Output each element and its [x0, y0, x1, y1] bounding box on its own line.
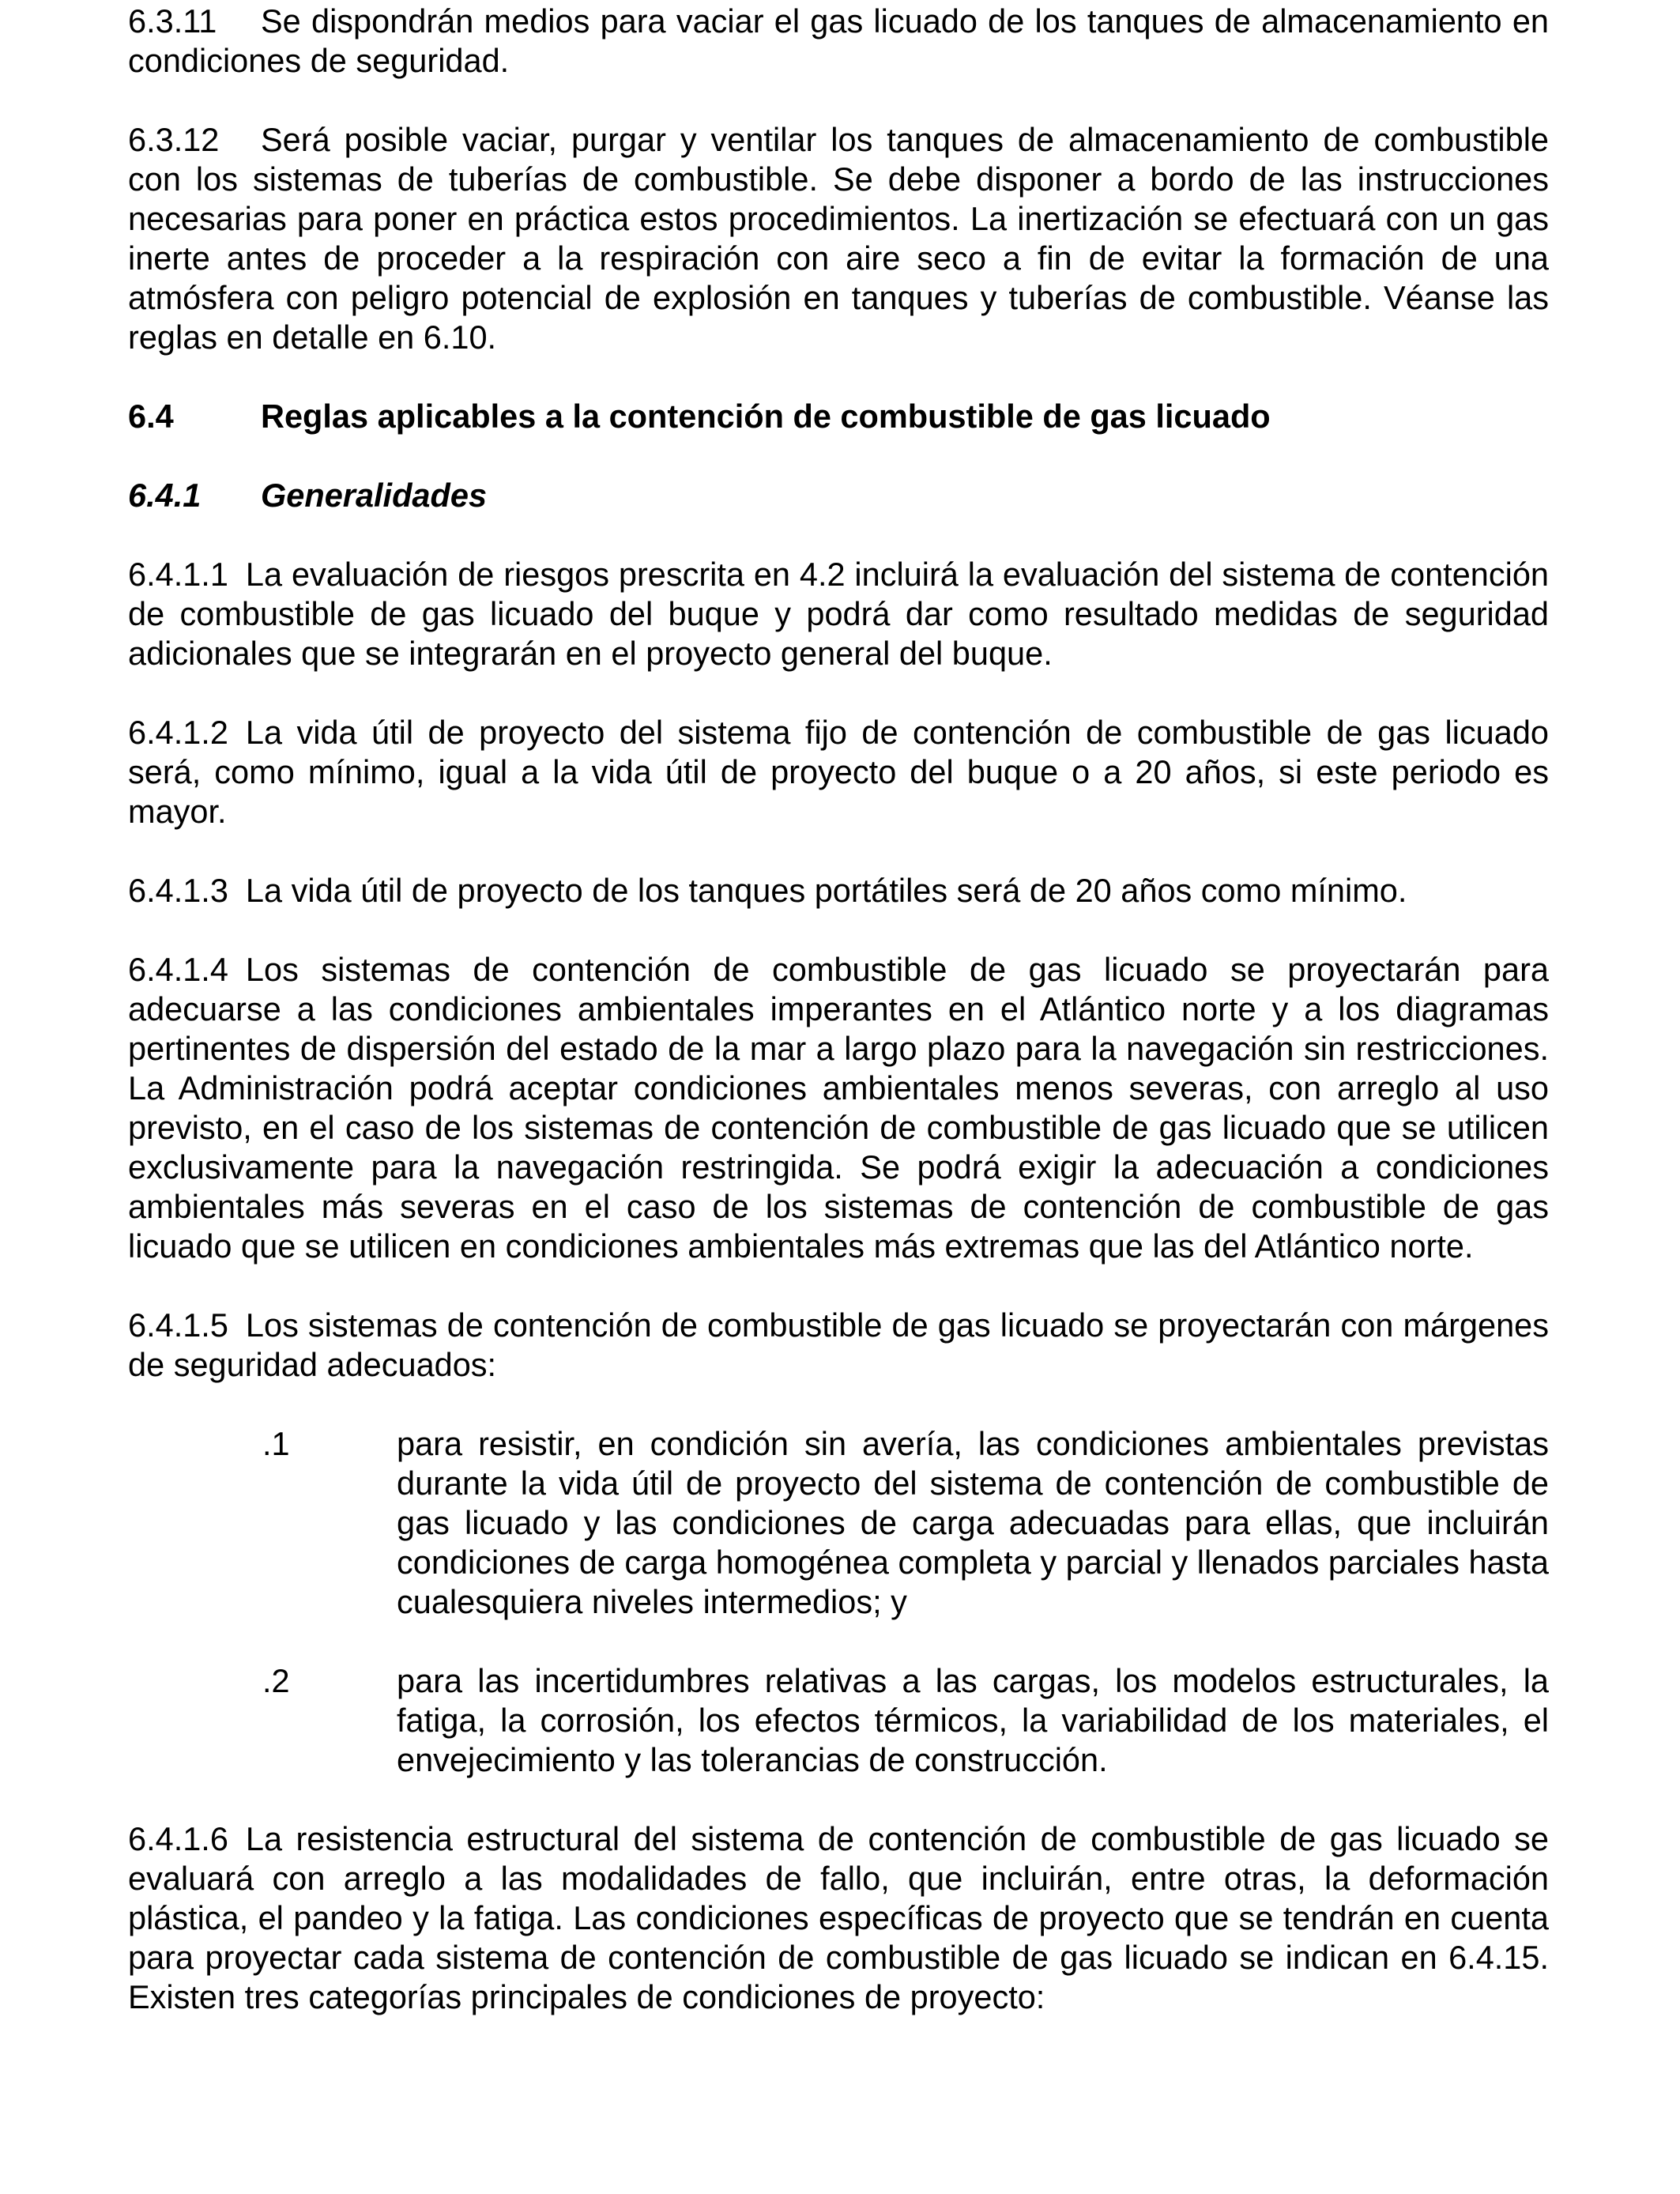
- paragraph-text: La vida útil de proyecto del sistema fijo de contención de combustible de gas licuado será, como mínimo, igual a la vida útil de proyecto del buque o a 20 años, si este periodo es mayor.: [128, 714, 1549, 830]
- paragraph-6-4-1-2: [128, 713, 1549, 831]
- paragraph-6-3-11: [128, 2, 1549, 81]
- section-number: 6.4: [128, 398, 174, 435]
- paragraph-6-4-1-5: [128, 1306, 1549, 1385]
- paragraph-text: Se dispondrán medios para vaciar el gas licuado de los tanques de almacenamiento en condiciones de seguridad.: [128, 2, 1549, 79]
- subsection-number: 6.4.1: [128, 477, 202, 514]
- document-page: [128, 2, 1549, 2056]
- paragraph-text: La evaluación de riesgos prescrita en 4.2 incluirá la evaluación del sistema de contención de combustible de gas licuado del buque y podrá dar como resultado medidas de seguridad adicionales que se integrarán en el proyecto general del buque.: [128, 556, 1549, 672]
- paragraph-6-4-1-4: [128, 950, 1549, 1266]
- subsection-title: Generalidades: [261, 477, 488, 514]
- list-item: [128, 1424, 1549, 1622]
- paragraph-number: 6.4.1.5: [128, 1306, 228, 1344]
- paragraph-6-3-12: [128, 120, 1549, 357]
- paragraph-number: 6.4.1.4: [128, 951, 228, 988]
- paragraph-text: Los sistemas de contención de combustible de gas licuado se proyectarán con márgenes de seguridad adecuados:: [128, 1306, 1549, 1383]
- list-marker: .2: [262, 1662, 290, 1699]
- section-heading-6-4: [128, 397, 1549, 436]
- paragraph-text: Será posible vaciar, purgar y ventilar los tanques de almacenamiento de combustible con los sistemas de tuberías de combustible. Se debe disponer a bordo de las instrucciones necesarias para poner en práctica estos procedimientos. La inertización se efectuará con un gas inerte antes de proceder a la respiración con aire seco a fin de evitar la formación de una atmósfera con peligro potencial de explosión en tanques y tuberías de combustible. Véanse las reglas en detalle en 6.10.: [128, 121, 1549, 356]
- paragraph-6-4-1-1: [128, 555, 1549, 673]
- paragraph-text: Los sistemas de contención de combustible de gas licuado se proyectarán para adecuarse a las condiciones ambientales imperantes en el Atlántico norte y a los diagramas pertinentes de dispersión del estado de la mar a largo plazo para la navegación sin restricciones. La Administración podrá aceptar condiciones ambientales menos severas, con arreglo al uso previsto, en el caso de los sistemas de contención de combustible de gas licuado que se utilicen exclusivamente para la navegación restringida. Se podrá exigir la adecuación a condiciones ambientales más severas en el caso de los sistemas de contención de combustible de gas licuado que se utilicen en condiciones ambientales más extremas que las del Atlántico norte.: [128, 951, 1549, 1265]
- paragraph-number: 6.3.11: [128, 2, 217, 40]
- paragraph-number: 6.4.1.1: [128, 556, 228, 593]
- subsection-heading-6-4-1: [128, 476, 1549, 515]
- paragraph-text: La resistencia estructural del sistema de contención de combustible de gas licuado se evaluará con arreglo a las modalidades de fallo, que incluirán, entre otras, la deformación plástica, el pandeo y la fatiga. Las condiciones específicas de proyecto que se tendrán en cuenta para proyectar cada sistema de contención de combustible de gas licuado se indican en 6.4.15. Existen tres categorías principales de condiciones de proyecto:: [128, 1820, 1549, 2015]
- section-title: Reglas aplicables a la contención de combustible de gas licuado: [261, 398, 1271, 435]
- list-marker: .1: [262, 1425, 290, 1462]
- paragraph-6-4-1-6: [128, 1819, 1549, 2017]
- paragraph-number: 6.4.1.6: [128, 1820, 228, 1857]
- paragraph-number: 6.3.12: [128, 121, 220, 158]
- list-item: [128, 1661, 1549, 1780]
- paragraph-6-4-1-3: [128, 871, 1549, 910]
- paragraph-text: La vida útil de proyecto de los tanques portátiles será de 20 años como mínimo.: [245, 872, 1407, 909]
- paragraph-number: 6.4.1.3: [128, 872, 228, 909]
- list-item-text: para las incertidumbres relativas a las cargas, los modelos estructurales, la fatiga, la corrosión, los efectos térmicos, la variabilidad de los materiales, el envejecimiento y las tolerancias de construcción.: [397, 1662, 1549, 1778]
- paragraph-number: 6.4.1.2: [128, 714, 228, 751]
- list-item-text: para resistir, en condición sin avería, las condiciones ambientales previstas durante la vida útil de proyecto del sistema de contención de combustible de gas licuado y las condiciones de carga adecuadas para ellas, que incluirán condiciones de carga homogénea completa y parcial y llenados parciales hasta cualesquiera niveles intermedios; y: [397, 1425, 1549, 1620]
